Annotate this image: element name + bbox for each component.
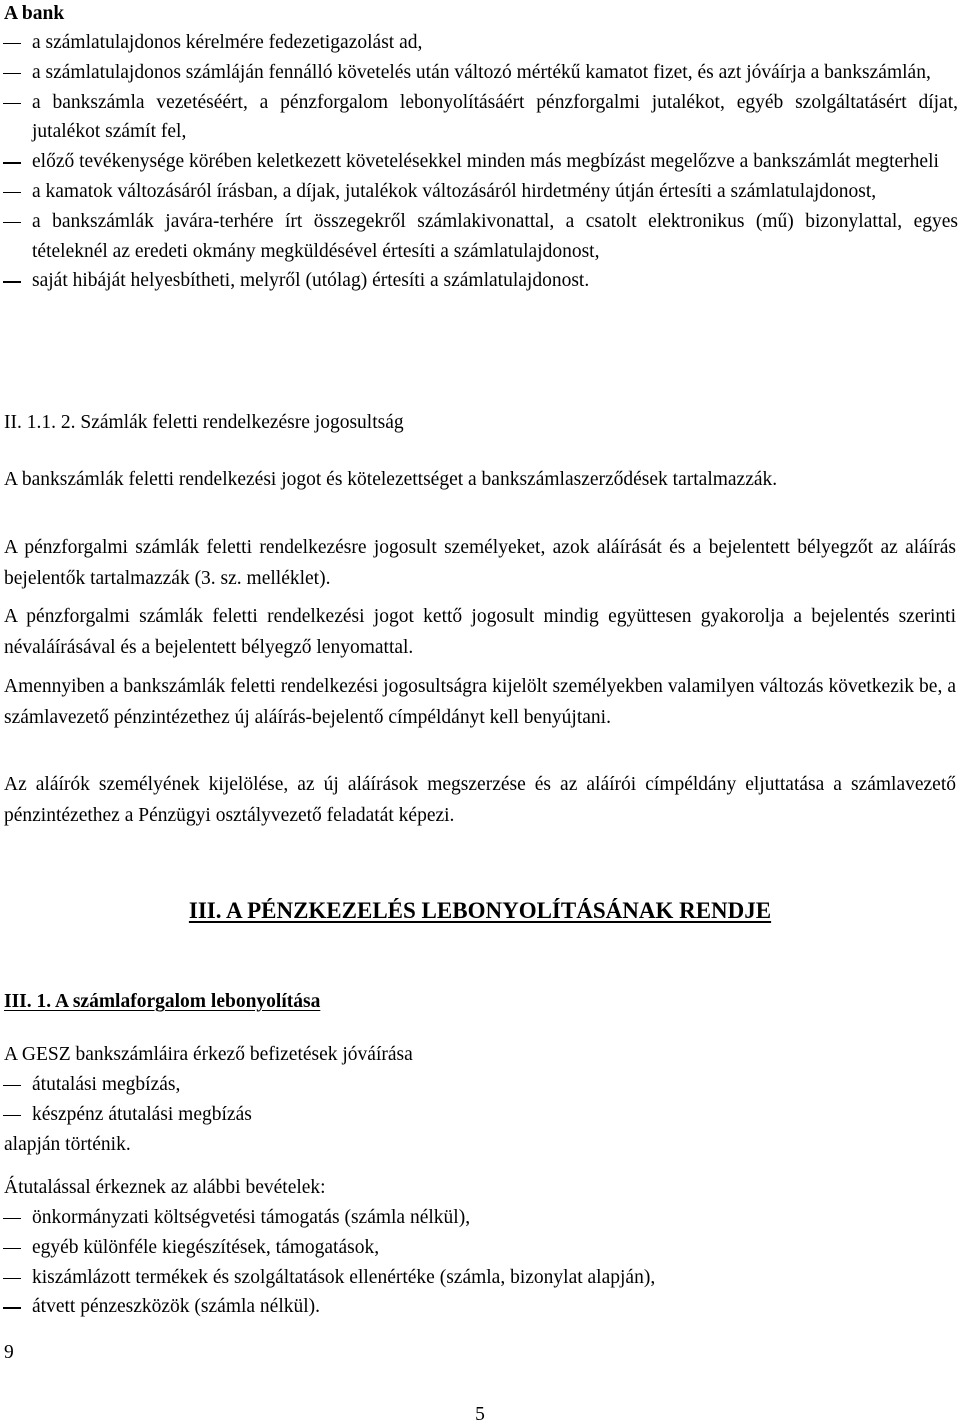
chapter-title: III. A PÉNZKEZELÉS LEBONYOLÍTÁSÁNAK RENDJE <box>188 898 772 923</box>
section-heading-account-turnover: III. 1. A számlaforgalom lebonyolítása <box>4 991 321 1012</box>
list-item: a számlatulajdonos kérelmére fedezetigazolást ad, <box>32 32 423 53</box>
credit-methods-list <box>0 1070 960 1130</box>
transfer-revenue-list <box>0 1203 960 1322</box>
paragraph: A pénzforgalmi számlák feletti rendelkezési jogot kettő jogosult mindig együttesen gyakorolja a bejelentés szerinti névaláírásával és a bejelentett bélyegző lenyomattal. <box>4 606 956 658</box>
list-item: előző tevékenysége körében keletkezett követelésekkel minden más megbízást megelőzve a bankszámlát megterheli <box>32 151 939 173</box>
list-item: átutalási megbízás, <box>32 1074 181 1095</box>
list-item: önkormányzati költségvetési támogatás (számla nélkül), <box>32 1207 471 1228</box>
bank-duties-list <box>0 28 960 296</box>
paragraph: Az aláírók személyének kijelölése, az új aláírások megszerzése és az aláírói címpéldány eljuttatása a számlavezető pénzintézethez a Pénzügyi osztályvezető feladatát képezi. <box>4 774 956 826</box>
list-item: a kamatok változásáról írásban, a díjak, jutalékok változásáról hirdetmény útján értesíti a számlatulajdonost, <box>32 180 877 202</box>
bank-heading: A bank <box>4 3 65 24</box>
paragraph: A bankszámlák feletti rendelkezési jogot és kötelezettséget a bankszámlaszerződések tartalmazzák. <box>4 469 778 490</box>
list-item: a számlatulajdonos számláján fennálló követelés után változó mértékű kamatot fizet, és azt jóváírja a bankszámlán, <box>32 61 931 83</box>
paragraph: A pénzforgalmi számlák feletti rendelkezésre jogosult személyeket, azok aláírását és a bejelentett bélyegzőt az aláírás bejelentők tartalmazzák (3. sz. melléklet). <box>4 537 956 589</box>
list-item: átvett pénzeszközök (számla nélkül). <box>32 1296 321 1318</box>
section-heading-signatory-rights: II. 1.1. 2. Számlák feletti rendelkezésre jogosultság <box>4 412 404 433</box>
list-item: saját hibáját helyesbítheti, melyről (utólag) értesíti a számlatulajdonost. <box>32 270 590 292</box>
list-item: egyéb különféle kiegészítések, támogatások, <box>32 1236 380 1258</box>
footnote-number: 9 <box>4 1342 14 1363</box>
list-item: a bankszámla vezetéséért, a pénzforgalom lebonyolításáért pénzforgalmi jutalékot, egyéb szolgáltatásért díjat, jutalékot számít fel, <box>32 91 958 143</box>
page-number: 5 <box>475 1404 485 1425</box>
intro-end-text: alapján történik. <box>4 1134 131 1155</box>
intro-text: A GESZ bankszámláira érkező befizetések jóváírása <box>4 1044 413 1065</box>
list-item: készpénz átutalási megbízás <box>32 1103 252 1125</box>
paragraph: Amennyiben a bankszámlák feletti rendelkezési jogosultságra kijelölt személyekben valamilyen változás következik be, a számlavezető pénzintézethez új aláírás-bejelentő címpéldányt kell benyújtani. <box>4 676 956 728</box>
transfer-intro-text: Átutalással érkeznek az alábbi bevételek: <box>4 1177 326 1198</box>
list-item: a bankszámlák javára-terhére írt összegekről számlakivonattal, a csatolt elektronikus (mű) bizonylattal, egyes tételeknél az eredeti okmány megküldésével értesíti a számlatulajdonost, <box>32 210 958 262</box>
list-item: kiszámlázott termékek és szolgáltatások ellenértéke (számla, bizonylat alapján), <box>32 1266 656 1288</box>
